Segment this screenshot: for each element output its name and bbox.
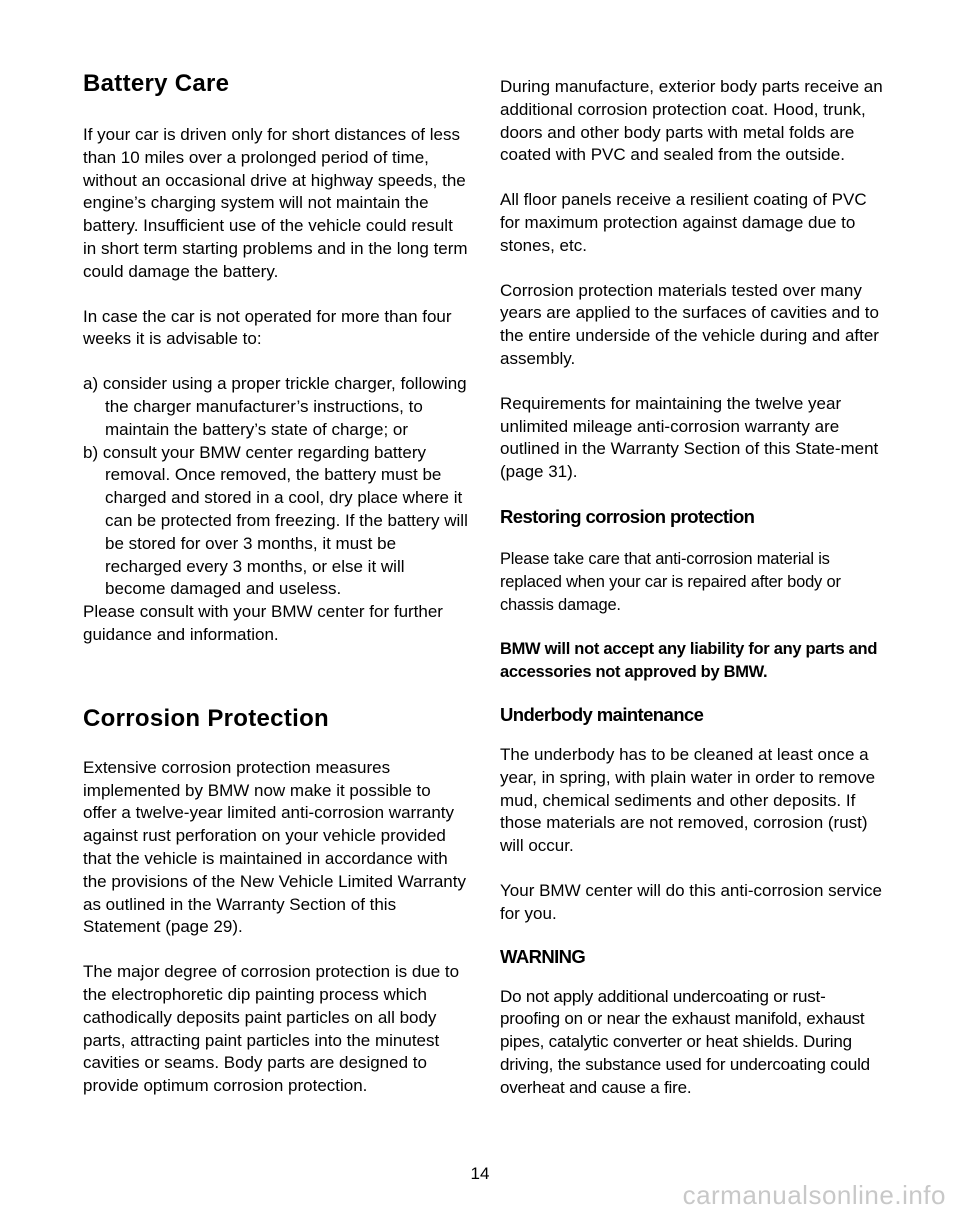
warning-heading: WARNING [500, 945, 586, 967]
underbody-paragraph-1: The underbody has to be cleaned at least once a year, in spring, with plain water in order to remove mud, chemical sediments and other deposits. If those materials are not removed, corrosion (rust) will occur. [500, 744, 876, 856]
liability-notice: BMW will not accept any liability for any parts and accessories not approved by BMW. [500, 640, 878, 682]
underbody-paragraph-2: Your BMW center will do this anti-corrosion service for you. [500, 880, 883, 923]
battery-paragraph-1: If your car is driven only for short distances of less than 10 miles over a prolonged period of time, without an occasional drive at highway speeds, the engine’s charging system will not maintain the battery. Insufficient use of the vehicle could result in short term starting problems and in the long term could damage the battery. [83, 125, 468, 281]
battery-list-item-a: a) consider using a proper trickle charger, following the charger manufacturer’s instructions, to maintain the battery’s state of charge; or [83, 374, 467, 439]
warranty-requirements-paragraph: Requirements for maintaining the twelve year unlimited mileage anti-corrosion warranty are outlined in the Warranty Section of this State-ment (page 31). [500, 393, 879, 482]
left-column [83, 68, 468, 1098]
corrosion-paragraph-1: Extensive corrosion protection measures implemented by BMW now make it possible to offer a twelve-year limited anti-corrosion warranty against rust perforation on your vehicle provided that the vehicle is maintained in accordance with the provisions of the New Vehicle Limited Warranty as outlined in the Warranty Section of this Statement (page 29). [83, 757, 466, 937]
battery-paragraph-3: Please consult with your BMW center for further guidance and information. [83, 602, 443, 644]
underbody-heading: Underbody maintenance [500, 703, 704, 725]
battery-care-heading: Battery Care [83, 70, 230, 97]
protection-materials-paragraph: Corrosion protection materials tested over many years are applied to the surfaces of cavities and to the entire underside of the vehicle during and after assembly. [500, 280, 879, 368]
manufacture-paragraph: During manufacture, exterior body parts receive an additional corrosion protection coat. Hood, trunk, doors and other body parts with metal folds are coated with PVC and sealed from the outside. [500, 77, 883, 165]
restoring-heading: Restoring corrosion protection [500, 505, 755, 527]
corrosion-protection-heading: Corrosion Protection [83, 704, 330, 732]
battery-paragraph-2: In case the car is not operated for more than four weeks it is advisable to: [83, 306, 452, 349]
warning-paragraph: Do not apply additional undercoating or rust-proofing on or near the exhaust manifold, exhaust pipes, catalytic converter or heat shields. During driving, the substance used for undercoating could overheat and cause a fire. [500, 986, 870, 1097]
watermark-text: carmanualsonline.info [682, 1180, 946, 1210]
battery-list-item-b: b) consult your BMW center regarding battery removal. Once removed, the battery must be charged and stored in a cool, dry place where it can be protected from freezing. If the battery will be stored for over 3 months, it must be recharged every 3 months, or else it will become damaged and useless. [83, 442, 468, 599]
restoring-paragraph-1: Please take care that anti-corrosion material is replaced when your car is repaired after body or chassis damage. [500, 549, 841, 614]
page-number: 14 [470, 1164, 490, 1183]
floor-panels-paragraph: All floor panels receive a resilient coating of PVC for maximum protection against damage due to stones, etc. [500, 190, 867, 255]
right-column [500, 76, 885, 1100]
corrosion-paragraph-2: The major degree of corrosion protection is due to the electrophoretic dip painting process which cathodically deposits paint particles on all body parts, attracting paint particles into the minutest cavities or seams. Body parts are designed to provide optimum corrosion protection. [83, 962, 460, 1096]
